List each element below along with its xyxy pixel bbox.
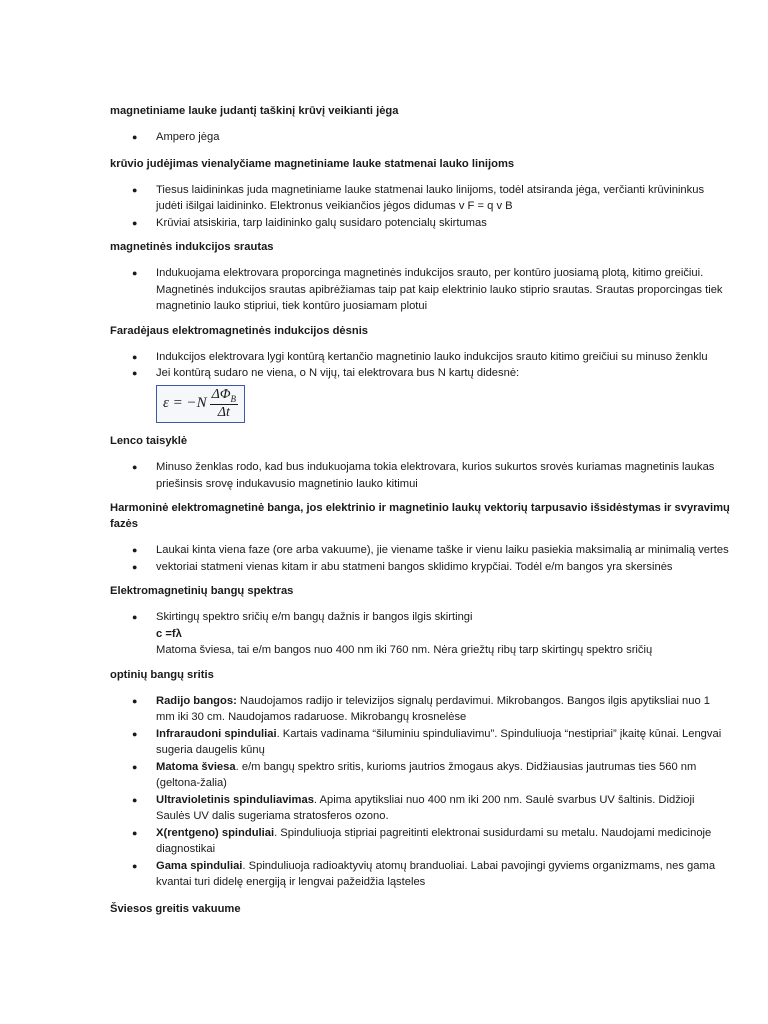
- formula-lhs: ε = −N: [163, 395, 207, 412]
- term: X(rentgeno) spinduliai: [156, 826, 275, 839]
- formula-numerator: $\Delta\Phi_B$: [211, 386, 237, 404]
- bullet-list: [110, 542, 730, 575]
- section-heading: Faradėjaus elektromagnetinės indukcijos dėsnis: [110, 324, 369, 337]
- term: Ultravioletinis spinduliavimas: [156, 793, 314, 806]
- list-item: [110, 365, 730, 423]
- section-heading: krūvio judėjimas vienalyčiame magnetiniame lauke statmenai lauko linijoms: [110, 157, 515, 170]
- section-heading: Harmoninė elektromagnetinė banga, jos elektrinio ir magnetinio laukų vektorių tarpusavio išsidėstymas ir svyravimų fazės: [110, 502, 730, 531]
- list-item: [110, 609, 730, 659]
- list-item: ● vektoriai statmeni vienas kitam ir abu statmeni bangos sklidimo krypčiai. Todėl e/m bangos yra skersinės: [110, 559, 730, 576]
- term: Infraraudoni spinduliai: [156, 727, 277, 740]
- bullet-list: [110, 349, 730, 424]
- list-item-text: Jei kontūrą sudaro ne viena, o N vijų, tai elektrovara bus N kartų didesnė:: [156, 367, 520, 379]
- bullet-list: [110, 459, 730, 492]
- formula-fraction: [210, 388, 238, 421]
- list-item: [110, 726, 730, 759]
- bullet-list: [110, 182, 730, 232]
- section-heading: Elektromagnetinių bangų spektras: [110, 585, 294, 598]
- section-heading: optinių bangų sritis: [110, 668, 214, 681]
- term-description: . Apima apytiksliai nuo 400 nm iki 200 nm. Saulė svarbus UV šaltinis. Didžioji Saulės UV dalis sugeriama stratosferos ozono.: [156, 793, 695, 823]
- bullet-list: [110, 693, 730, 891]
- list-item: [110, 858, 730, 891]
- term: Matoma šviesa: [156, 760, 236, 773]
- list-item-text: Skirtingų spektro sričių e/m bangų dažnis ir bangos ilgis skirtingi: [156, 611, 473, 624]
- list-item: ● Ampero jėga: [110, 129, 730, 146]
- faraday-formula: [156, 385, 245, 424]
- term: Gama spinduliai: [156, 859, 243, 872]
- section-heading: Lenco taisyklė: [110, 435, 188, 448]
- document-body: [110, 103, 730, 917]
- list-item-text: Matoma šviesa, tai e/m bangos nuo 400 nm iki 760 nm. Nėra griežtų ribų tarp skirtingų spektro sričių: [156, 644, 653, 657]
- wave-formula: c =fλ: [156, 627, 182, 640]
- list-item: [110, 759, 730, 792]
- list-item: ● Minuso ženklas rodo, kad bus indukuojama tokia elektrovara, kurios sukurtos srovės kuriamas magnetinis laukas priešinsis srovę indukavusio magnetinio lauko kitimui: [110, 459, 730, 492]
- list-item: ● Tiesus laidininkas juda magnetiniame lauke statmenai lauko linijoms, todėl atsiranda jėga, verčianti krūvininkus judėti išilgai laidininko. Elektronus veikiančios jėgos didumas v F = q v B: [110, 182, 730, 215]
- term: Radijo bangos:: [156, 694, 237, 707]
- section-heading: magnetiniame lauke judantį taškinį krūvį veikianti jėga: [110, 105, 399, 117]
- bullet-list: [110, 129, 730, 146]
- term-description: . e/m bangų spektro sritis, kurioms jautrios žmogaus akys. Didžiausias jautrumas ties 560 nm (geltona-žalia): [156, 760, 697, 790]
- formula-denominator: Δt: [217, 405, 230, 421]
- list-item: [110, 825, 730, 858]
- list-item: ● Indukuojama elektrovara proporcinga magnetinės indukcijos srauto, per kontūro juosiamą plotą, kitimo greičiui. Magnetinės indukcijos srautas apibrėžiamas taip pat kaip elektrinio lauko stiprio srautas. Srautas proporcingas tiek magnetinio lauko stipriui, tiek kontūro juosiamam plotui: [110, 265, 730, 315]
- list-item: ● Laukai kinta viena faze (ore arba vakuume), jie viename taške ir vienu laiku pasiekia maksimalią ar minimalią vertes: [110, 542, 730, 559]
- term-description: . Spinduliuoja radioaktyvių atomų branduoliai. Labai pavojingi gyviems organizmams, nes gama kvantai turi didelę energiją ir lengvai pažeidžia ląsteles: [156, 859, 716, 889]
- list-item: ● Krūviai atsiskiria, tarp laidininko galų susidaro potencialų skirtumas: [110, 215, 730, 232]
- list-item: [110, 792, 730, 825]
- section-heading: magnetinės indukcijos srautas: [110, 241, 274, 253]
- bullet-list: [110, 609, 730, 659]
- term-description: Naudojamos radijo ir televizijos signalų perdavimui. Mikrobangos. Bangos ilgis apytiksliai nuo 1 mm iki 30 cm. Naudojamos radaruose. Mikrobangų krosnelėse: [156, 694, 711, 724]
- section-heading: Šviesos greitis vakuume: [110, 902, 241, 915]
- term-description: . Kartais vadinama “šiluminiu spinduliavimu”. Spinduliuoja “nestipriai” įkaitę kūnai. Lengvai sugeria daugelis kūnų: [156, 727, 722, 757]
- list-item: ● Indukcijos elektrovara lygi kontūrą kertančio magnetinio lauko indukcijos srauto kitimo greičiui su minuso ženklu: [110, 349, 730, 366]
- bullet-list: [110, 265, 730, 315]
- list-item: [110, 693, 730, 726]
- term-description: . Spinduliuoja stipriai pagreitinti elektronai susidurdami su metalu. Naudojami medicinoje diagnostikai: [156, 826, 712, 856]
